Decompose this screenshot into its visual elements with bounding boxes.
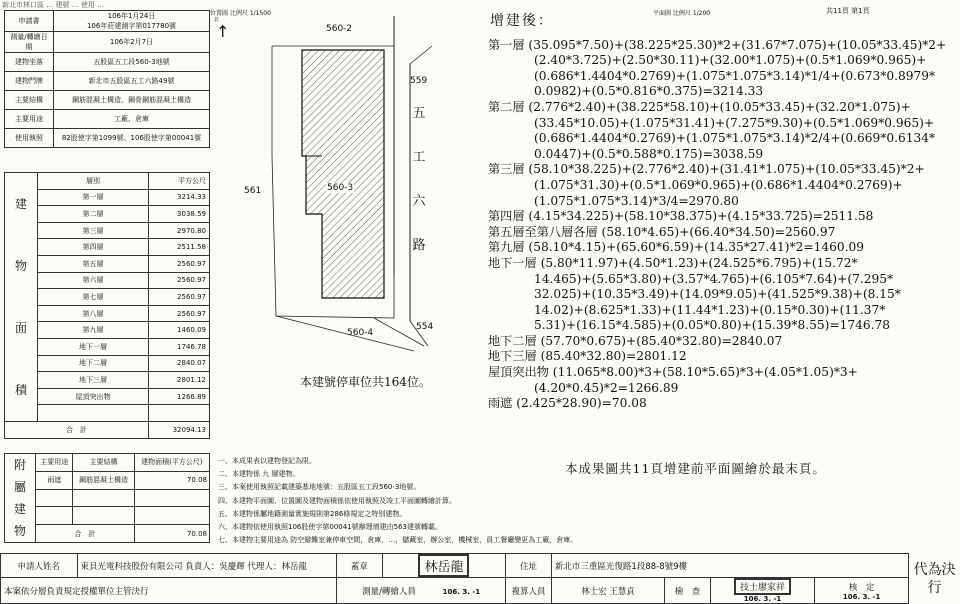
aux-structure: 鋼筋混凝土構造: [73, 471, 134, 489]
approval-date: 106. 3. -1: [842, 592, 881, 601]
reviewer-value: 林士宏 王慧貞: [551, 578, 664, 604]
calc-line: (2.40*3.725)+(2.50*30.11)+(32.00*1.075)+(0.5*1.069*0.965)+: [534, 53, 927, 68]
aux-empty-cell: [134, 489, 209, 507]
aux-empty-row: [5, 489, 210, 507]
aux-area: 70.08: [134, 471, 209, 489]
road-char: 六: [412, 194, 426, 209]
note-line: 二、本建物係 九 層建物。: [218, 470, 300, 479]
area-calculation: [488, 10, 948, 412]
area-total-label: 合 計: [5, 422, 149, 439]
area-floor: 第五層: [38, 255, 149, 272]
lot-label-554: 554: [416, 322, 434, 332]
calc-line: 屋頂突出物 (11.065*8.00)*3+(58.10*5.65)*3+(4.05*1.05)*3+: [488, 365, 858, 380]
note-line: 一、本成果表以建物登記為限。: [218, 457, 316, 465]
aux-side-label: [5, 454, 36, 543]
road-name: [411, 92, 427, 268]
info-label: 測量/轉繪日期: [5, 32, 54, 53]
aux-empty-row: [5, 507, 210, 525]
area-value: 2560.97: [149, 272, 210, 289]
calc-line: 第三層 (58.10*38.225)+(2.776*2.40)+(31.41*1.075)+(10.05*33.45)*2+: [488, 162, 925, 177]
lot-label-560-4: 560-4: [347, 328, 374, 338]
note-line: 三、本案使用執照記載建築基地地號：五股區五工段560-3地號。: [218, 483, 421, 492]
area-header-sqm: 平方公尺: [149, 173, 210, 190]
note-line: 四、本建物平面圖、位置圖及建物面積係依使用執照及竣工平面圖轉繪計算。: [218, 496, 456, 505]
aux-total-value: 70.08: [134, 525, 209, 543]
area-total-value: 32094.13: [149, 422, 210, 439]
checker-cell: [711, 578, 815, 604]
calc-line: 0.0982)+(0.5*0.816*0.375)=3214.33: [534, 84, 764, 99]
approval-cell: [815, 578, 909, 604]
floor-area-table: [4, 172, 210, 439]
area-value: 1460.09: [149, 322, 210, 339]
area-value: 2840.07: [149, 355, 210, 372]
side-char: 建: [14, 197, 27, 211]
aux-empty-cell: [36, 507, 73, 525]
calc-line: (0.686*1.4404*0.2769)+(1.075*1.075*3.14)*2/4+(0.669*0.6134*: [534, 131, 936, 146]
info-row: [5, 110, 210, 129]
calc-line: (1.075*1.075*3.14)*3/4=2970.80: [534, 193, 739, 208]
area-value: 3214.33: [149, 189, 210, 206]
applicant-label: 申請人姓名: [1, 554, 78, 578]
north-arrow-icon: ↑: [216, 22, 230, 41]
info-value: 82股使字第1099號、106股使字第00041號: [54, 129, 210, 148]
road-char: 工: [412, 150, 426, 165]
aux-header-cell: 主要結構: [73, 454, 134, 472]
side-char: 建: [13, 502, 26, 516]
info-value: 新北市五股區五工六路49號: [54, 72, 210, 91]
calc-line: 14.465)+(5.65*3.80)+(3.57*4.765)+(6.105*7.64)+(7.295*: [534, 271, 894, 286]
area-floor: 第四層: [38, 239, 149, 256]
calc-line: 0.0447)+(0.5*0.588*0.175)=3038.59: [534, 146, 764, 161]
area-floor: 第九層: [38, 322, 149, 339]
conclusion-note: 本成果圖共11頁增建前平面圖繪於最末頁。: [565, 461, 826, 476]
checker-stamp: 技士廖家祥: [734, 578, 791, 595]
area-floor: 第一層: [38, 189, 149, 206]
area-floor: 屋頂突出物: [38, 388, 149, 405]
lot-label-561: 561: [244, 186, 262, 196]
corner-stamp: 代為決行: [913, 561, 956, 596]
address-label: 住址: [506, 554, 552, 578]
area-side-label: [5, 173, 38, 422]
calc-line: 地下二層 (57.70*0.675)+(85.40*32.80)=2840.07: [488, 333, 783, 348]
note-line: 五、本建物係屬地籍測量實施規則第286條規定之特別建物。: [218, 509, 407, 518]
notes-list: [218, 455, 577, 547]
area-floor: 地下三層: [38, 372, 149, 389]
location-map: [210, 6, 480, 446]
info-label: 建物坐落: [5, 53, 54, 72]
calc-line: 第五層至第八層各層 (58.10*4.65)+(66.40*34.50)=2560.97: [488, 224, 836, 239]
lot-label-560-3: 560-3: [327, 183, 354, 193]
calc-line: 32.025)+(10.35*3.49)+(14.09*9.05)+(41.525*9.38)+(8.15*: [534, 287, 901, 302]
checker-label: 檢 查: [664, 578, 710, 604]
info-row: [5, 32, 210, 53]
top-cutoff-text: 新北市林口區 … 建號 … 使用 …: [2, 1, 105, 9]
aux-use: 雨遮: [36, 471, 73, 489]
area-value: 1746.78: [149, 338, 210, 355]
calc-line: 14.02)+(8.625*1.33)+(11.44*1.23)+(0.15*0.30)+(11.37*: [534, 302, 886, 317]
address-value: 新北市三重區光復路1段88-8號9樓: [551, 554, 908, 578]
calc-line: 第四層 (4.15*34.225)+(58.10*38.375)+(4.15*33.725)=2511.58: [488, 209, 874, 224]
side-char: 積: [14, 383, 27, 397]
calc-line: 第九層 (58.10*4.15)+(65.60*6.59)+(14.35*27.41)*2=1460.09: [488, 240, 864, 255]
surveyor-label: 測量/轉繪人員: [362, 586, 416, 597]
road-char: 五: [412, 106, 426, 121]
note-line: 六、本建物依使用執照106股使字第00041號辦理增建由563建號轉載。: [218, 523, 442, 532]
applicant-value: 東貝光電科技股份有限公司 負責人：吳慶輝 代理人：林岳龍: [77, 554, 337, 578]
building-info-table: [4, 10, 210, 148]
auxiliary-building-table: [4, 453, 210, 543]
parking-note: 本建號停車位共164位。: [300, 375, 431, 389]
responsibility-note: 本案依分層負責規定授權單位主管決行: [1, 578, 337, 604]
aux-empty-cell: [73, 507, 134, 525]
approval-label: 核 定: [848, 582, 875, 593]
area-floor: 第二層: [38, 206, 149, 223]
page-info: 共11頁 第1頁: [826, 7, 870, 15]
side-char: 附: [13, 458, 26, 472]
info-label: 建物門牌: [5, 72, 54, 91]
info-label: 主要用途: [5, 110, 54, 129]
calc-line: 第二層 (2.776*2.40)+(38.225*58.10)+(10.05*33.45)+(32.20*1.075)+: [488, 99, 911, 114]
area-value: 3038.59: [149, 206, 210, 223]
info-row: [5, 129, 210, 148]
area-value: 2560.97: [149, 255, 210, 272]
signature-table: [0, 553, 960, 604]
position-plan-label: 位置圖 比例尺 1/1500: [210, 10, 271, 17]
area-floor: 地下二層: [38, 355, 149, 372]
info-row: [5, 72, 210, 91]
area-value: 2560.97: [149, 305, 210, 322]
surveyor-cell: [337, 578, 506, 604]
area-header-floor: 層別: [38, 173, 149, 190]
area-value: 1266.89: [149, 388, 210, 405]
calc-line: 地下三層 (85.40*32.80)=2801.12: [488, 349, 687, 364]
surveyor-date: 106. 3. -1: [442, 587, 481, 596]
calc-line: (0.686*1.4404*0.2769)+(1.075*1.075*3.14)*1/4+(0.673*0.8979*: [534, 68, 936, 83]
info-label: 使用執照: [5, 129, 54, 148]
area-value: 2801.12: [149, 372, 210, 389]
info-value: 五股區五工段560-3地號: [54, 53, 210, 72]
aux-header-row: [5, 454, 210, 472]
side-char: 物: [14, 259, 27, 273]
calc-line: 地下一層 (5.80*11.97)+(4.50*1.23)+(24.525*6.795)+(15.72*: [488, 255, 858, 270]
info-label: 申請書: [5, 11, 54, 32]
road-char: 路: [412, 238, 426, 253]
area-value: 2970.80: [149, 222, 210, 239]
applicant-seal: 林岳龍: [418, 554, 469, 577]
info-row: [5, 53, 210, 72]
area-total-row: [5, 422, 210, 439]
aux-empty-cell: [36, 489, 73, 507]
side-char: 面: [14, 321, 27, 335]
area-floor: 地下一層: [38, 338, 149, 355]
info-value: 106年2月7日: [54, 32, 210, 53]
calc-line: (4.20*0.45)*2=1266.89: [534, 380, 679, 395]
lot-label-560-2: 560-2: [326, 24, 353, 34]
info-row: [5, 11, 210, 32]
side-char: 屬: [13, 480, 26, 494]
area-floor: [38, 405, 149, 422]
info-row: [5, 91, 210, 110]
area-floor: 第七層: [38, 289, 149, 306]
floor-plan-label: 平面圖 比例尺 1/200: [653, 10, 711, 17]
info-value: 鋼筋混凝土構造，鋼骨鋼筋混凝土構造: [54, 91, 210, 110]
area-value: 2560.97: [149, 289, 210, 306]
info-value: 106年1月24日 106年莊建測字第017780號: [54, 11, 210, 32]
aux-total-label: 合 計: [36, 525, 135, 543]
aux-empty-cell: [134, 507, 209, 525]
reviewer-label: 複算人員: [506, 578, 552, 604]
side-char: 物: [13, 524, 26, 538]
aux-header-cell: 建物面積(平方公尺): [134, 454, 209, 472]
calc-line: 雨遮 (2.425*28.90)=70.08: [488, 396, 647, 411]
calc-line: 5.31)+(16.15*4.585)+(0.05*0.80)+(15.39*8.55)=1746.78: [534, 318, 891, 333]
area-value: [149, 405, 210, 422]
area-floor: 第三層: [38, 222, 149, 239]
seal-cell: [382, 554, 505, 578]
aux-header-cell: 主要用途: [36, 454, 73, 472]
calc-line: 第一層 (35.095*7.50)+(38.225*25.30)*2+(31.67*7.075)+(10.05*33.45)*2+: [488, 37, 947, 52]
seal-label: 蓋章: [337, 554, 383, 578]
area-value: 2511.58: [149, 239, 210, 256]
info-value: 工廠、倉庫: [54, 110, 210, 129]
aux-row: [5, 471, 210, 489]
aux-total-row: [5, 525, 210, 543]
note-line: 七、本建物主要用途為 防空避難室兼停車空間，倉庫，…，儲藏室，辦公室，機械室，員工餐廳變更為工廠，倉庫。: [218, 536, 578, 545]
checker-date: 106. 3. -1: [743, 595, 782, 603]
lot-label-559: 559: [410, 76, 428, 86]
area-header-row: [5, 173, 210, 190]
calc-heading: 增建後：: [490, 13, 554, 29]
north-label: 北: [214, 17, 220, 23]
calc-line: (1.075*31.30)+(0.5*1.069*0.965)+(0.686*1.4404*0.2769)+: [534, 177, 903, 192]
calc-lines: [488, 38, 948, 412]
info-label: 主要結構: [5, 91, 54, 110]
aux-empty-cell: [73, 489, 134, 507]
calc-line: (33.45*10.05)+(1.075*31.41)+(7.275*9.30)+(0.5*1.069*0.965)+: [534, 115, 935, 130]
area-floor: 第六層: [38, 272, 149, 289]
area-floor: 第八層: [38, 305, 149, 322]
